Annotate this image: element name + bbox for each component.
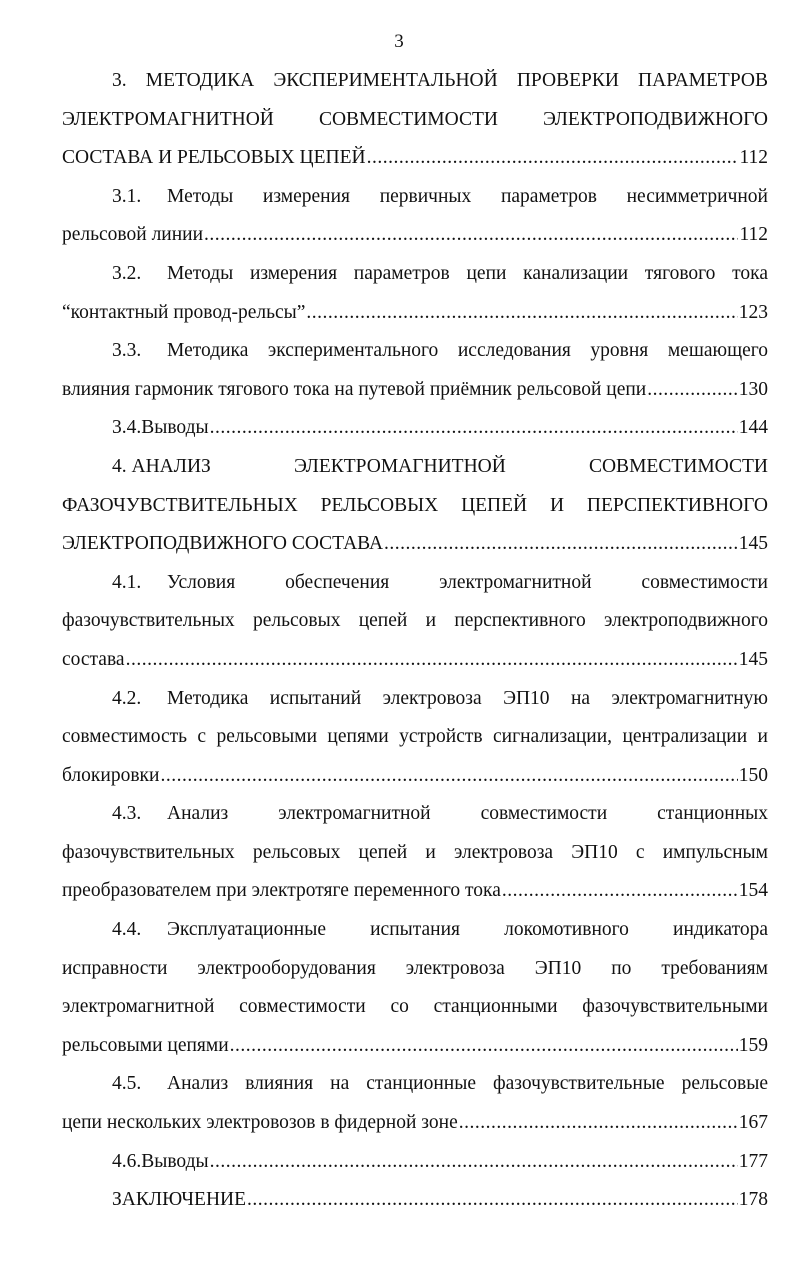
toc-title: Условия обеспечения электромагнитной совместимости [167, 571, 768, 593]
toc-title: Анализ электромагнитной совместимости станционных [167, 803, 768, 825]
toc-title: Методы измерения параметров цепи канализации тягового тока [167, 262, 768, 284]
toc-entry-4-1[interactable] [62, 564, 768, 680]
toc-entry-3-4[interactable] [62, 409, 768, 448]
toc-page: 159 [738, 1034, 768, 1056]
dot-leader [367, 139, 739, 178]
page-number: 3 [394, 31, 404, 52]
toc-line [62, 525, 768, 564]
dot-leader [647, 371, 738, 410]
toc-line: ФАЗОЧУВСТВИТЕЛЬНЫХ РЕЛЬСОВЫХ ЦЕПЕЙ И ПЕРСПЕКТИВНОГО [62, 494, 768, 516]
toc-entry-3-2[interactable] [62, 255, 768, 332]
toc-line: 3. МЕТОДИКА ЭКСПЕРИМЕНТАЛЬНОЙ ПРОВЕРКИ ПАРАМЕТРОВ [112, 70, 768, 91]
toc-title: ЗАКЛЮЧЕНИЕ [112, 1189, 247, 1211]
toc-title: рельсовыми цепями [62, 1034, 229, 1056]
toc-number: 4.2. [112, 687, 142, 709]
toc-page: 150 [738, 764, 768, 786]
toc-title: Методика испытаний электровоза ЭП10 на электромагнитную [167, 687, 768, 709]
dot-leader [204, 216, 738, 255]
toc-line [62, 1065, 768, 1104]
dot-leader [459, 1104, 738, 1143]
toc-number: 3.2. [112, 262, 142, 284]
toc-line [62, 139, 768, 178]
toc-title: цепи нескольких электровозов в фидерной зоне [62, 1112, 458, 1134]
toc-entry-chapter-3[interactable] [62, 62, 768, 178]
toc-page: 154 [738, 880, 768, 902]
toc-page: 112 [739, 224, 768, 246]
toc-entry-4-5[interactable] [62, 1065, 768, 1142]
toc-title-part: ЭЛЕКТРОМАГНИТНОЙ [293, 455, 506, 477]
toc-line [62, 409, 768, 448]
toc-title: СОСТАВА И РЕЛЬСОВЫХ ЦЕПЕЙ [62, 147, 366, 169]
toc-line [62, 448, 768, 487]
toc-line: фазочувствительных рельсовых цепей и перспективного электроподвижного [62, 610, 768, 632]
dot-leader [210, 1143, 738, 1182]
dot-leader [384, 525, 738, 564]
toc-number: 3.3. [112, 340, 142, 362]
dot-leader [210, 409, 738, 448]
toc-title: Эксплуатационные испытания локомотивного индикатора [167, 919, 768, 941]
toc-line: ЭЛЕКТРОМАГНИТНОЙ СОВМЕСТИМОСТИ ЭЛЕКТРОПОДВИЖНОГО [62, 108, 768, 130]
toc-line: исправности электрооборудования электровоза ЭП10 по требованиям [62, 957, 768, 979]
toc-number: 4.5. [112, 1073, 142, 1095]
toc-title-part: СОВМЕСТИМОСТИ [588, 455, 768, 477]
toc-line [62, 255, 768, 294]
toc-line [62, 641, 768, 680]
table-of-contents [62, 62, 768, 1220]
dot-leader [126, 641, 738, 680]
toc-title: ЭЛЕКТРОПОДВИЖНОГО СОСТАВА [62, 533, 384, 555]
toc-page: 123 [738, 301, 768, 323]
toc-line [62, 872, 768, 911]
toc-line [62, 332, 768, 371]
toc-line [62, 178, 768, 217]
toc-title: рельсовой линии [62, 224, 204, 246]
toc-title: Анализ влияния на станционные фазочувствительные рельсовые [167, 1073, 768, 1095]
toc-line [62, 1181, 768, 1220]
toc-line [62, 1104, 768, 1143]
toc-title: Методика экспериментального исследования уровня мешающего [167, 340, 768, 362]
toc-entry-4-3[interactable] [62, 795, 768, 911]
toc-page: 144 [738, 417, 768, 439]
toc-number: 4.4. [112, 919, 142, 941]
toc-line: фазочувствительных рельсовых цепей и электровоза ЭП10 с импульсным [62, 841, 768, 863]
toc-page: 167 [738, 1112, 768, 1134]
toc-number: 3.4. [112, 417, 142, 439]
toc-line [62, 216, 768, 255]
toc-title: Выводы [141, 1150, 209, 1172]
toc-entry-3-1[interactable] [62, 178, 768, 255]
toc-entry-4-2[interactable] [62, 680, 768, 796]
toc-line: электромагнитной совместимости со станционными фазочувствительными [62, 996, 768, 1018]
toc-title: состава [62, 648, 125, 670]
toc-entry-4-6[interactable] [62, 1143, 768, 1182]
toc-entry-4-4[interactable] [62, 911, 768, 1065]
toc-line [62, 911, 768, 950]
toc-number: 4.1. [112, 571, 142, 593]
toc-line [62, 680, 768, 719]
toc-line [62, 371, 768, 410]
toc-title: блокировки [62, 764, 160, 786]
toc-page: 177 [738, 1150, 768, 1172]
toc-title: влияния гармоник тягового тока на путевой приёмник рельсовой цепи [62, 378, 647, 400]
toc-entry-chapter-4[interactable] [62, 448, 768, 564]
toc-title: “контактный провод-рельсы” [62, 301, 306, 323]
toc-line [62, 1027, 768, 1066]
toc-page: 130 [738, 378, 768, 400]
dot-leader [502, 872, 738, 911]
toc-number: 4.6. [112, 1150, 142, 1172]
toc-number: 3.1. [112, 185, 142, 207]
toc-line [62, 1143, 768, 1182]
toc-line [62, 294, 768, 333]
toc-entry-conclusion[interactable] [62, 1181, 768, 1220]
toc-title: Методы измерения первичных параметров несимметричной [167, 185, 768, 207]
toc-page: 112 [739, 147, 768, 169]
toc-page: 145 [738, 648, 768, 670]
toc-line [62, 757, 768, 796]
dot-leader [247, 1181, 738, 1220]
toc-line [62, 564, 768, 603]
toc-line [62, 795, 768, 834]
toc-title-part: 4. АНАЛИЗ [112, 455, 211, 477]
toc-line: совместимость с рельсовыми цепями устройств сигнализации, централизации и [62, 726, 768, 748]
toc-number: 4.3. [112, 803, 142, 825]
dot-leader [230, 1027, 738, 1066]
toc-page: 145 [738, 533, 768, 555]
toc-page: 178 [738, 1189, 768, 1211]
toc-entry-3-3[interactable] [62, 332, 768, 409]
toc-title: Выводы [141, 417, 209, 439]
dot-leader [160, 757, 737, 796]
toc-title: преобразователем при электротяге переменного тока [62, 880, 501, 902]
dot-leader [306, 294, 737, 333]
